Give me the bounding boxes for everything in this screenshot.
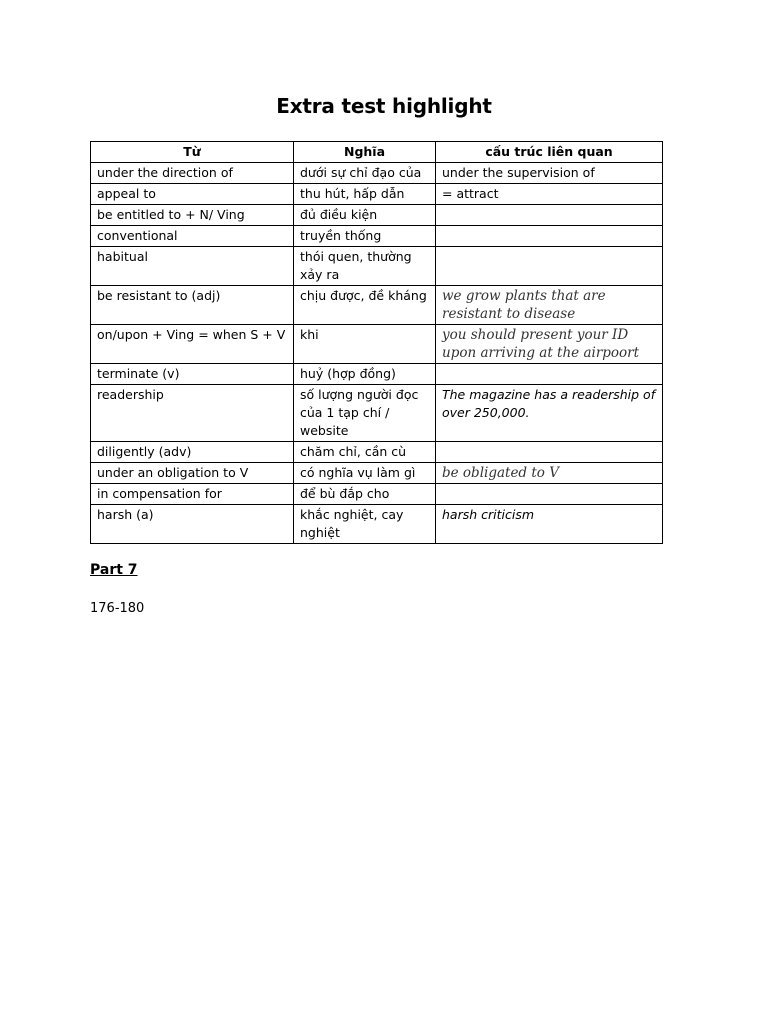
table-row	[91, 463, 663, 484]
cell-word: under the direction of	[91, 163, 294, 184]
question-range: 176-180	[90, 601, 145, 616]
cell-meaning: huỷ (hợp đồng)	[294, 364, 436, 385]
cell-meaning: thói quen, thường xảy ra	[294, 247, 436, 286]
cell-meaning: để bù đắp cho	[294, 484, 436, 505]
table-header-row	[91, 142, 663, 163]
cell-word: on/upon + Ving = when S + V	[91, 325, 294, 364]
header-related: cấu trúc liên quan	[436, 142, 663, 163]
handwritten-line: resistant to disease	[442, 306, 576, 322]
table-row	[91, 364, 663, 385]
table-row	[91, 325, 663, 364]
table-row	[91, 286, 663, 325]
table-row	[91, 505, 663, 544]
cell-meaning: thu hút, hấp dẫn	[294, 184, 436, 205]
cell-word: appeal to	[91, 184, 294, 205]
cell-word: under an obligation to V	[91, 463, 294, 484]
cell-related: under the supervision of	[436, 163, 663, 184]
cell-meaning: có nghĩa vụ làm gì	[294, 463, 436, 484]
header-meaning: Nghĩa	[294, 142, 436, 163]
cell-related-example: The magazine has a readership of over 250,000.	[436, 385, 663, 442]
cell-related	[436, 442, 663, 463]
cell-word: be entitled to + N/ Ving	[91, 205, 294, 226]
cell-word: habitual	[91, 247, 294, 286]
page-title: Extra test highlight	[276, 94, 492, 118]
part-heading: Part 7	[90, 562, 138, 578]
handwritten-line: upon arriving at the airpoort	[442, 345, 640, 361]
handwritten-line: you should present your ID	[442, 327, 629, 343]
cell-word: be resistant to (adj)	[91, 286, 294, 325]
cell-meaning: chịu được, đề kháng	[294, 286, 436, 325]
cell-related: = attract	[436, 184, 663, 205]
header-word: Từ	[91, 142, 294, 163]
table-row	[91, 385, 663, 442]
cell-word: readership	[91, 385, 294, 442]
table-row	[91, 205, 663, 226]
cell-related	[436, 484, 663, 505]
cell-related-handwritten	[436, 325, 663, 364]
cell-related	[436, 205, 663, 226]
table-row	[91, 184, 663, 205]
cell-related-example: harsh criticism	[436, 505, 663, 544]
table-row	[91, 484, 663, 505]
cell-meaning: chăm chỉ, cần cù	[294, 442, 436, 463]
cell-related-handwritten	[436, 286, 663, 325]
cell-related	[436, 364, 663, 385]
cell-meaning: dưới sự chỉ đạo của	[294, 163, 436, 184]
cell-meaning: đủ điều kiện	[294, 205, 436, 226]
table-row	[91, 247, 663, 286]
table-row	[91, 163, 663, 184]
cell-related	[436, 247, 663, 286]
handwritten-line: we grow plants that are	[442, 288, 606, 304]
cell-word: harsh (a)	[91, 505, 294, 544]
vocabulary-table	[90, 141, 663, 544]
cell-related	[436, 226, 663, 247]
cell-meaning: số lượng người đọc của 1 tạp chí / website	[294, 385, 436, 442]
cell-meaning: truyền thống	[294, 226, 436, 247]
cell-related-handwritten: be obligated to V	[436, 463, 663, 484]
cell-word: diligently (adv)	[91, 442, 294, 463]
cell-word: conventional	[91, 226, 294, 247]
table-row	[91, 442, 663, 463]
cell-word: terminate (v)	[91, 364, 294, 385]
cell-word: in compensation for	[91, 484, 294, 505]
cell-meaning: khi	[294, 325, 436, 364]
cell-meaning: khắc nghiệt, cay nghiệt	[294, 505, 436, 544]
table-row	[91, 226, 663, 247]
